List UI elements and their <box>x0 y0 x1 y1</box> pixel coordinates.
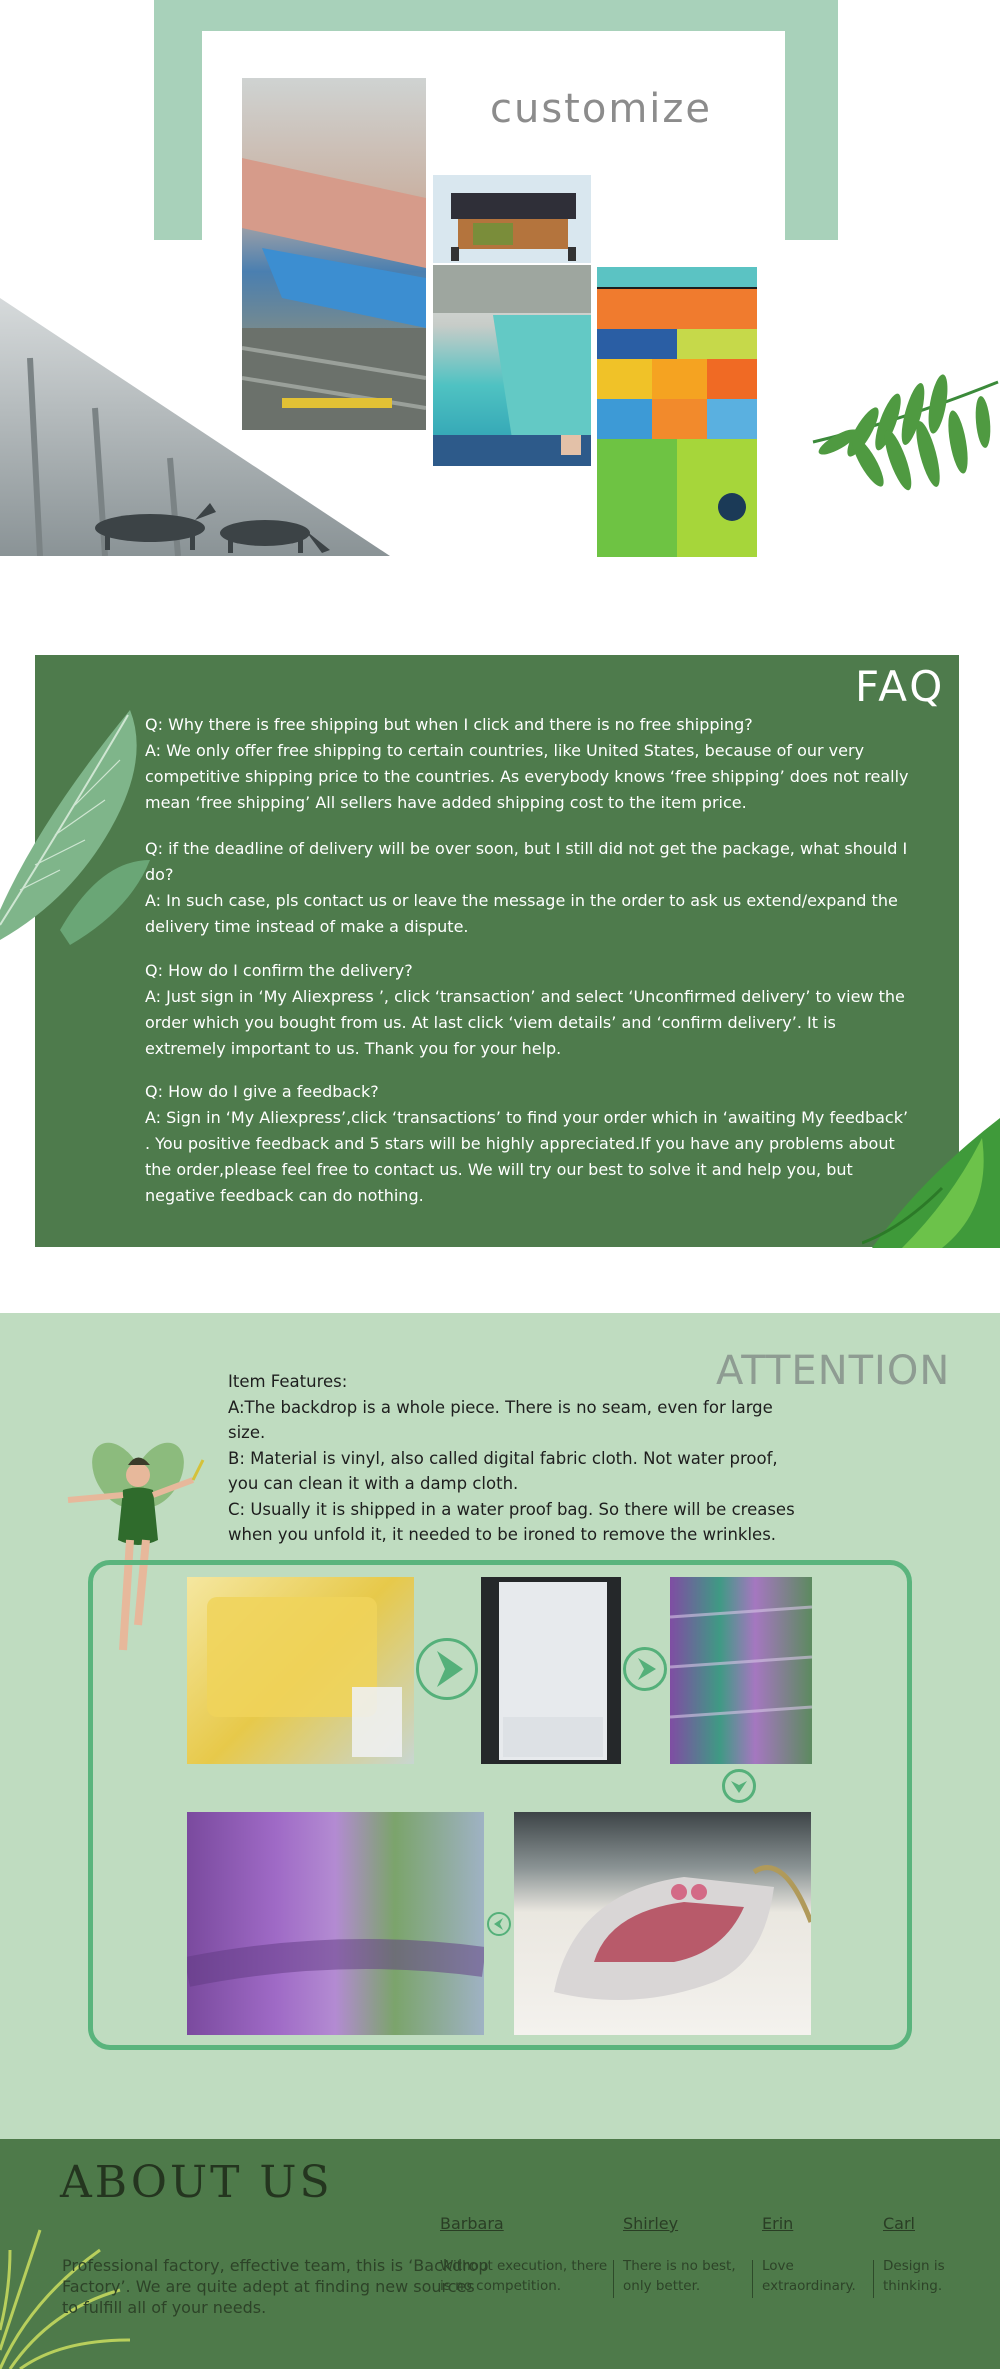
chevron-left-icon <box>487 1912 511 1936</box>
faq-item <box>145 958 915 1062</box>
step-plain-bag-photo <box>481 1577 621 1764</box>
faq-item <box>145 1079 915 1209</box>
faq-answer: A: Just sign in ‘My Aliexpress ’, click ‘transaction’ and select ‘Unconfirmed delivery’ to view the order which you bought from us. At last click ‘viem details’ and ‘confirm delivery’. It is extremely important to us. Thank you for your help. <box>145 987 905 1058</box>
faq-item <box>145 836 915 940</box>
printing-table-photo <box>242 78 426 430</box>
member-name-carl: Carl <box>883 2214 915 2233</box>
step-ironing-photo <box>514 1812 811 2035</box>
feature-a: A:The backdrop is a whole piece. There is no seam, even for large size. <box>228 1397 773 1442</box>
about-title: ABOUT US <box>60 2157 333 2208</box>
member-quote-shirley: There is no best, only better. <box>623 2258 736 2294</box>
feature-c: C: Usually it is shipped in a water proof bag. So there will be creases when you unfold it, it needed to be ironed to remove the wrinkles. <box>228 1499 795 1544</box>
chevron-down-icon <box>722 1769 756 1803</box>
fern-leaf-decoration <box>808 362 1000 532</box>
faq-item <box>145 712 915 816</box>
member-quote-barbara: Without execution, there is no competition. <box>440 2258 608 2294</box>
attention-title: ATTENTION <box>716 1348 951 1394</box>
step-unfolded-print-photo <box>670 1577 812 1764</box>
faq-question: Q: How do I confirm the delivery? <box>145 961 413 980</box>
member-quote-carl: Design is thinking. <box>883 2258 945 2294</box>
faq-title: FAQ <box>855 662 946 711</box>
about-description: Professional factory, effective team, this is ‘Backdrop Factory’. We are quite adept at finding new sources to fulfill all of your needs. <box>62 2256 489 2317</box>
faq-question: Q: if the deadline of delivery will be over soon, but I still did not get the package, what should I do? <box>145 839 908 884</box>
features-heading: Item Features: <box>228 1372 348 1391</box>
feature-b: B: Material is vinyl, also called digital fabric cloth. Not water proof, you can clean it with a damp cloth. <box>228 1448 778 1493</box>
customize-title: customize <box>490 86 713 132</box>
step-lavender-backdrop-photo <box>187 1812 484 2035</box>
member-name-shirley: Shirley <box>623 2214 679 2233</box>
workshop-photo <box>433 265 591 466</box>
colorful-print-photo <box>597 267 757 557</box>
member-name-barbara: Barbara <box>440 2214 504 2233</box>
faq-question: Q: How do I give a feedback? <box>145 1082 379 1101</box>
customize-section <box>0 0 1000 600</box>
banana-leaf-decoration <box>0 700 150 950</box>
faq-answer: A: Sign in ‘My Aliexpress’,click ‘transactions’ to find your order which in ‘awaiting My feedback’ . You positive feedback and 5 stars will be highly appreciated.If you have any problems about the order,please feel free to contact us. We will try our best to solve it and help you, but negative feedback can do nothing. <box>145 1108 909 1205</box>
divider <box>752 2260 753 2298</box>
divider <box>873 2260 874 2298</box>
member-quote-erin: Love extraordinary. <box>762 2258 856 2294</box>
faq-question: Q: Why there is free shipping but when I click and there is no free shipping? <box>145 715 753 734</box>
faq-answer: A: We only offer free shipping to certain countries, like United States, because of our very competitive shipping price to the countries. As everybody knows ‘free shipping’ does not really mean ‘free shipping’ All sellers have added shipping cost to the item price. <box>145 741 909 812</box>
printer-machine-photo <box>433 175 591 263</box>
member-name-erin: Erin <box>762 2214 794 2233</box>
item-features <box>228 1369 808 1548</box>
chevron-right-icon <box>416 1638 478 1700</box>
faq-answer: A: In such case, pls contact us or leave the message in the order to ask us extend/expand the delivery time instead of make a dispute. <box>145 891 898 936</box>
step-packaged-bag-photo <box>187 1577 414 1764</box>
divider <box>613 2260 614 2298</box>
chevron-right-icon <box>623 1647 667 1691</box>
